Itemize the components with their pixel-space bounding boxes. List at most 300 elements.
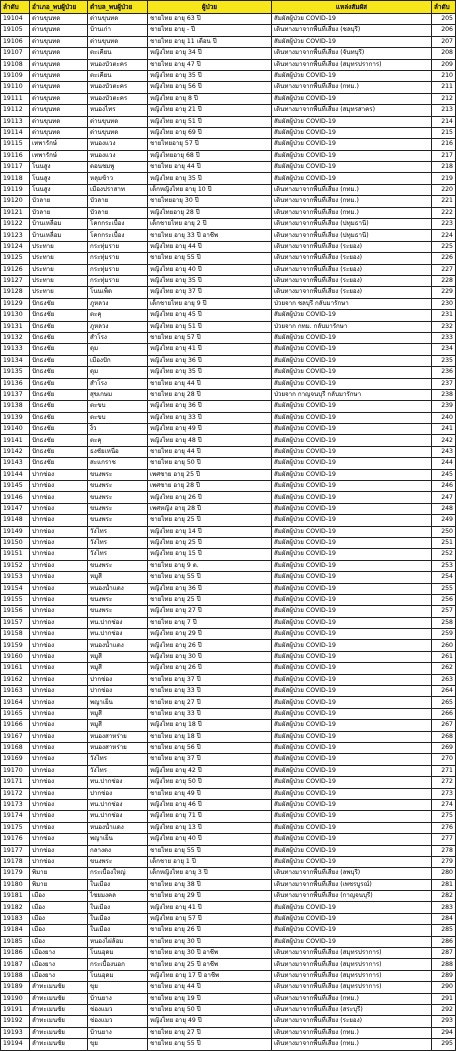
table-row [1, 70, 456, 81]
subdistrict-cell: ทน.ปากช่อง [88, 629, 148, 640]
exposure-source-cell: สัมผัสผู้ป่วย COVID-19 [272, 708, 432, 719]
subdistrict-cell: สะแกราช [88, 458, 148, 469]
sequence-cell: 218 [432, 162, 456, 173]
district-cell: ปักธงชัย [30, 424, 88, 435]
subdistrict-cell: ปากช่อง [88, 686, 148, 697]
exposure-source-cell: เดินทางมาจากพื้นที่เสี่ยง (ปทุมธานี) [272, 230, 432, 241]
sequence-cell: 233 [432, 332, 456, 343]
patient-cell: หญิงไทย อายุ 42 ปี [148, 765, 272, 776]
case-no-cell: 19188 [1, 970, 30, 981]
district-cell: ประทาย [30, 241, 88, 252]
exposure-source-cell: สัมผัสผู้ป่วย COVID-19 [272, 560, 432, 571]
sequence-cell: 255 [432, 583, 456, 594]
exposure-source-cell: สัมผัสผู้ป่วย COVID-19 [272, 788, 432, 799]
exposure-source-cell: เดินทางมาจากพื้นที่เสี่ยง (เพชรบูรณ์) [272, 879, 432, 890]
sequence-cell: 222 [432, 207, 456, 218]
sequence-cell: 261 [432, 651, 456, 662]
district-cell: ปักธงชัย [30, 355, 88, 366]
exposure-source-cell: เดินทางมาจากพื้นที่เสี่ยง (สมุทรปราการ) [272, 970, 432, 981]
exposure-source-cell: สัมผัสผู้ป่วย COVID-19 [272, 492, 432, 503]
patient-cell: หญิงไทย อายุ 21 ปี [148, 105, 272, 116]
exposure-source-cell: สัมผัสผู้ป่วย COVID-19 [272, 14, 432, 25]
case-no-cell: 19128 [1, 287, 30, 298]
subdistrict-cell: โนนอุดม [88, 970, 148, 981]
exposure-source-cell: สัมผัสผู้ป่วย COVID-19 [272, 93, 432, 104]
district-cell: ด่านขุนทด [30, 82, 88, 93]
exposure-source-cell: สัมผัสผู้ป่วย COVID-19 [272, 401, 432, 412]
exposure-source-cell: เดินทางมาจากพื้นที่เสี่ยง (สมุทรปราการ) [272, 959, 432, 970]
district-cell: ปากช่อง [30, 731, 88, 742]
table-row [1, 264, 456, 275]
case-no-cell: 19133 [1, 344, 30, 355]
subdistrict-cell: ในเมือง [88, 902, 148, 913]
header-exposure-source: แหล่งสัมผัส [272, 1, 432, 14]
case-no-cell: 19168 [1, 743, 30, 754]
exposure-source-cell: เดินทางมาจากพื้นที่เสี่ยง (กาญจนบุรี) [272, 891, 432, 902]
patient-cell: ชายไทย อายุ 38 ปี [148, 879, 272, 890]
sequence-cell: 273 [432, 788, 456, 799]
district-cell: ปากช่อง [30, 822, 88, 833]
table-row [1, 720, 456, 731]
patient-cell: ชายไทย อายุ 50 ปี [148, 1004, 272, 1015]
case-no-cell: 19131 [1, 321, 30, 332]
patient-cell: เพศชาย อายุ 28 ปี [148, 481, 272, 492]
case-no-cell: 19175 [1, 822, 30, 833]
patient-cell: หญิงไทยอายุ 68 ปี [148, 150, 272, 161]
sequence-cell: 242 [432, 435, 456, 446]
patient-cell: ชายไทย อายุ 9 ด. [148, 560, 272, 571]
district-cell: เมืองยาง [30, 959, 88, 970]
subdistrict-cell: หนองสาหร่าย [88, 743, 148, 754]
subdistrict-cell: ทน.ปากช่อง [88, 799, 148, 810]
case-no-cell: 19161 [1, 663, 30, 674]
sequence-cell: 246 [432, 481, 456, 492]
case-no-cell: 19112 [1, 105, 30, 116]
subdistrict-cell: ขุย [88, 982, 148, 993]
patient-cell: ชายไทย อายุ 30 ปี [148, 936, 272, 947]
exposure-source-cell: เดินทางมาจากพื้นที่เสี่ยง (ระยอง) [272, 1016, 432, 1027]
patient-cell: ชายไทย อายุ 37 ปี [148, 754, 272, 765]
exposure-source-cell: สัมผัสผู้ป่วย COVID-19 [272, 674, 432, 685]
case-no-cell: 19144 [1, 469, 30, 480]
exposure-source-cell: สัมผัสผู้ป่วย COVID-19 [272, 617, 432, 628]
subdistrict-cell: กระทุ่มราย [88, 241, 148, 252]
sequence-cell: 263 [432, 674, 456, 685]
table-row [1, 686, 456, 697]
subdistrict-cell: หนองบัวตะคร [88, 93, 148, 104]
sequence-cell: 270 [432, 754, 456, 765]
table-row [1, 93, 456, 104]
case-no-cell: 19185 [1, 936, 30, 947]
table-row [1, 435, 456, 446]
exposure-source-cell: สัมผัสผู้ป่วย COVID-19 [272, 743, 432, 754]
case-no-cell: 19169 [1, 754, 30, 765]
district-cell: ปักธงชัย [30, 332, 88, 343]
patient-cell: หญิงไทย อายุ 35 ปี [148, 173, 272, 184]
subdistrict-cell: ดุม [88, 367, 148, 378]
district-cell: ปากช่อง [30, 640, 88, 651]
table-row [1, 105, 456, 116]
patient-cell: หญิงไทย อายุ 48 ปี [148, 435, 272, 446]
table-row [1, 367, 456, 378]
patient-cell: หญิงไทยอายุ 28 ปี [148, 207, 272, 218]
exposure-source-cell: เดินทางมาจากพื้นที่เสี่ยง (ระยอง) [272, 264, 432, 275]
exposure-source-cell: สัมผัสผู้ป่วย COVID-19 [272, 594, 432, 605]
district-cell: ปากช่อง [30, 686, 88, 697]
case-no-cell: 19160 [1, 651, 30, 662]
table-row [1, 139, 456, 150]
exposure-source-cell: สัมผัสผู้ป่วย COVID-19 [272, 435, 432, 446]
sequence-cell: 205 [432, 14, 456, 25]
exposure-source-cell: เดินทางมาจากพื้นที่เสี่ยง (ระยอง) [272, 253, 432, 264]
district-cell: พิมาย [30, 879, 88, 890]
patient-cell: เด็กชายไทย อายุ 9 ปี [148, 298, 272, 309]
header-patient: ผู้ป่วย [148, 1, 272, 14]
sequence-cell: 210 [432, 70, 456, 81]
case-no-cell: 19174 [1, 811, 30, 822]
table-row [1, 503, 456, 514]
sequence-cell: 285 [432, 925, 456, 936]
table-row [1, 344, 456, 355]
patient-cell: ชายไทย อายุ 33 ปี อาชีพ [148, 230, 272, 241]
district-cell: เทพารักษ์ [30, 139, 88, 150]
case-no-cell: 19109 [1, 70, 30, 81]
exposure-source-cell: เดินทางมาจากพื้นที่เสี่ยง (กทม.) [272, 207, 432, 218]
case-no-cell: 19120 [1, 196, 30, 207]
sequence-cell: 265 [432, 697, 456, 708]
table-row [1, 891, 456, 902]
exposure-source-cell: สัมผัสผู้ป่วย COVID-19 [272, 70, 432, 81]
subdistrict-cell: ขนงพระ [88, 560, 148, 571]
district-cell: ปากช่อง [30, 743, 88, 754]
patient-cell: หญิงไทย อายุ 30 ปี [148, 651, 272, 662]
patient-cell: ชายไทย อายุ 44 ปี [148, 378, 272, 389]
subdistrict-cell: หนองแวง [88, 150, 148, 161]
subdistrict-cell: ขุย [88, 1039, 148, 1050]
sequence-cell: 253 [432, 560, 456, 571]
district-cell: บัวลาย [30, 196, 88, 207]
patient-cell: ชายไทย อายุ 55 ปี [148, 1039, 272, 1050]
district-cell: ปากช่อง [30, 720, 88, 731]
subdistrict-cell: หมูสี [88, 572, 148, 583]
district-cell: ปากช่อง [30, 594, 88, 605]
table-row [1, 708, 456, 719]
district-cell: เทพารักษ์ [30, 150, 88, 161]
sequence-cell: 207 [432, 36, 456, 47]
exposure-source-cell: เดินทางมาจากพื้นที่เสี่ยง (สมุทรปราการ) [272, 982, 432, 993]
table-row [1, 982, 456, 993]
exposure-source-cell: สัมผัสผู้ป่วย COVID-19 [272, 697, 432, 708]
exposure-source-cell: เดินทางมาจากพื้นที่เสี่ยง (ระยอง) [272, 241, 432, 252]
subdistrict-cell: ทน.ปากช่อง [88, 617, 148, 628]
subdistrict-cell: ในเมือง [88, 925, 148, 936]
table-row [1, 14, 456, 25]
case-no-cell: 19164 [1, 697, 30, 708]
case-no-cell: 19192 [1, 1016, 30, 1027]
subdistrict-cell: กลางดง [88, 845, 148, 856]
subdistrict-cell: หนองน้ำแดง [88, 583, 148, 594]
district-cell: ด่านขุนทด [30, 116, 88, 127]
table-row [1, 116, 456, 127]
district-cell: ปากช่อง [30, 549, 88, 560]
case-no-cell: 19124 [1, 241, 30, 252]
subdistrict-cell: โคกกระเบื้อง [88, 230, 148, 241]
district-cell: ปากช่อง [30, 537, 88, 548]
table-row [1, 253, 456, 264]
case-no-cell: 19106 [1, 36, 30, 47]
table-row [1, 868, 456, 879]
patient-cell: หญิงไทย อายุ 26 ปี [148, 640, 272, 651]
table-body [1, 14, 456, 1051]
header-subdistrict: ตำบล_พบผู้ป่วย [88, 1, 148, 14]
exposure-source-cell: สัมผัสผู้ป่วย COVID-19 [272, 127, 432, 138]
district-cell: ด่านขุนทด [30, 48, 88, 59]
district-cell: ประทาย [30, 264, 88, 275]
case-no-cell: 19129 [1, 298, 30, 309]
case-no-cell: 19157 [1, 617, 30, 628]
table-row [1, 150, 456, 161]
district-cell: โนนสูง [30, 173, 88, 184]
table-row [1, 526, 456, 537]
case-no-cell: 19122 [1, 219, 30, 230]
table-row [1, 834, 456, 845]
district-cell: ปากช่อง [30, 697, 88, 708]
case-no-cell: 19163 [1, 686, 30, 697]
subdistrict-cell: บัวลาย [88, 196, 148, 207]
exposure-source-cell: สัมผัสผู้ป่วย COVID-19 [272, 834, 432, 845]
exposure-source-cell: เดินทางมาจากพื้นที่เสี่ยง (กทม.) [272, 1039, 432, 1050]
table-row [1, 925, 456, 936]
subdistrict-cell: ด่านขุนทด [88, 36, 148, 47]
table-row [1, 799, 456, 810]
district-cell: ลำทะเมนชัย [30, 1004, 88, 1015]
district-cell: ลำทะเมนชัย [30, 1027, 88, 1038]
sequence-cell: 269 [432, 743, 456, 754]
sequence-cell: 286 [432, 936, 456, 947]
case-no-cell: 19156 [1, 606, 30, 617]
subdistrict-cell: หมูสี [88, 708, 148, 719]
sequence-cell: 225 [432, 241, 456, 252]
sequence-cell: 215 [432, 127, 456, 138]
case-no-cell: 19146 [1, 492, 30, 503]
patient-cell: ชายไทย อายุ 25 ปี อาชีพ [148, 959, 272, 970]
district-cell: ปักธงชัย [30, 435, 88, 446]
table-row [1, 788, 456, 799]
patient-cell: หญิงไทย อายุ 45 ปี [148, 310, 272, 321]
district-cell: ปักธงชัย [30, 412, 88, 423]
patient-cell: ชายไทย อายุ 33 ปี [148, 686, 272, 697]
table-row [1, 25, 456, 36]
district-cell: ลำทะเมนชัย [30, 993, 88, 1004]
sequence-cell: 209 [432, 59, 456, 70]
subdistrict-cell: หนองไผ่ล้อม [88, 936, 148, 947]
subdistrict-cell: ด่านขุนทด [88, 127, 148, 138]
district-cell: ปากช่อง [30, 777, 88, 788]
table-row [1, 743, 456, 754]
district-cell: ปักธงชัย [30, 344, 88, 355]
table-row [1, 993, 456, 1004]
subdistrict-cell: ในเมือง [88, 913, 148, 924]
subdistrict-cell: โคกกระเบื้อง [88, 219, 148, 230]
sequence-cell: 247 [432, 492, 456, 503]
district-cell: ปักธงชัย [30, 446, 88, 457]
exposure-source-cell: สัมผัสผู้ป่วย COVID-19 [272, 36, 432, 47]
exposure-source-cell: สัมผัสผู้ป่วย COVID-19 [272, 173, 432, 184]
patient-cell: หญิงไทย อายุ 71 ปี [148, 811, 272, 822]
table-row [1, 162, 456, 173]
table-row [1, 948, 456, 959]
district-cell: บ้านเหลื่อม [30, 230, 88, 241]
patient-cell: ชายไทย อายุ 19 ปี [148, 993, 272, 1004]
case-no-cell: 19167 [1, 731, 30, 742]
case-no-cell: 19116 [1, 150, 30, 161]
patient-cell: ชายไทย อายุ 27 ปี [148, 697, 272, 708]
patient-cell: หญิงไทย อายุ 36 ปี [148, 355, 272, 366]
case-no-cell: 19191 [1, 1004, 30, 1015]
sequence-cell: 212 [432, 93, 456, 104]
subdistrict-cell: วังไทร [88, 526, 148, 537]
table-row [1, 446, 456, 457]
exposure-source-cell: ป่วยจาก ชลบุรี กลับมารักษา [272, 298, 432, 309]
case-no-cell: 19158 [1, 629, 30, 640]
district-cell: ลำทะเมนชัย [30, 982, 88, 993]
patient-cell: หญิงไทย อายุ 27 ปี [148, 606, 272, 617]
sequence-cell: 219 [432, 173, 456, 184]
district-cell: เมือง [30, 936, 88, 947]
case-no-cell: 19153 [1, 572, 30, 583]
sequence-cell: 282 [432, 891, 456, 902]
sequence-cell: 227 [432, 264, 456, 275]
district-cell: ด่านขุนทด [30, 127, 88, 138]
patient-cell: เด็กหญิงไทย อายุ 10 ปี [148, 184, 272, 195]
case-no-cell: 19187 [1, 959, 30, 970]
case-no-cell: 19123 [1, 230, 30, 241]
sequence-cell: 213 [432, 105, 456, 116]
district-cell: ปากช่อง [30, 708, 88, 719]
case-no-cell: 19142 [1, 446, 30, 457]
sequence-cell: 241 [432, 424, 456, 435]
patient-cell: ชายไทย อายุ 25 ปี [148, 594, 272, 605]
table-row [1, 36, 456, 47]
district-cell: ปากช่อง [30, 663, 88, 674]
subdistrict-cell: ปากช่อง [88, 674, 148, 685]
patient-cell: ชายไทย อายุ 44 ปี [148, 162, 272, 173]
sequence-cell: 232 [432, 321, 456, 332]
district-cell: ปากช่อง [30, 799, 88, 810]
exposure-source-cell: เดินทางมาจากพื้นที่เสี่ยง (ชลบุรี) [272, 25, 432, 36]
subdistrict-cell: หลุมข้าว [88, 173, 148, 184]
patient-cell: หญิงไทย อายุ 50 ปี [148, 777, 272, 788]
subdistrict-cell: หมูสี [88, 663, 148, 674]
patient-cell: ชายไทย อายุ - ปี [148, 25, 272, 36]
patient-cell: หญิงไทย อายุ 18 ปี [148, 720, 272, 731]
case-no-cell: 19137 [1, 389, 30, 400]
patient-cell: ชายไทย อายุ 50 ปี [148, 458, 272, 469]
district-cell: ปากช่อง [30, 492, 88, 503]
district-cell: เมืองยาง [30, 948, 88, 959]
subdistrict-cell: หมูสี [88, 651, 148, 662]
exposure-source-cell: สัมผัสผู้ป่วย COVID-19 [272, 765, 432, 776]
patient-cell: หญิงไทย อายุ 25 ปี [148, 537, 272, 548]
district-cell: ประทาย [30, 275, 88, 286]
exposure-source-cell: เดินทางมาจากพื้นที่เสี่ยง (สมุทรปราการ) [272, 59, 432, 70]
sequence-cell: 266 [432, 708, 456, 719]
district-cell: เมือง [30, 925, 88, 936]
table-row [1, 82, 456, 93]
exposure-source-cell: สัมผัสผู้ป่วย COVID-19 [272, 150, 432, 161]
exposure-source-cell: ป่วยจาก กทม. กลับมารักษา [272, 321, 432, 332]
exposure-source-cell: สัมผัสผู้ป่วย COVID-19 [272, 355, 432, 366]
patient-cell: หญิงไทย อายุ 40 ปี [148, 834, 272, 845]
table-row [1, 845, 456, 856]
table-row [1, 959, 456, 970]
exposure-source-cell: สัมผัสผู้ป่วย COVID-19 [272, 606, 432, 617]
exposure-source-cell: สัมผัสผู้ป่วย COVID-19 [272, 378, 432, 389]
sequence-cell: 220 [432, 184, 456, 195]
patient-cell: ชายไทย อายุ 18 ปี [148, 731, 272, 742]
patient-cell: หญิงไทย อายุ 37 ปี [148, 287, 272, 298]
district-cell: ด่านขุนทด [30, 70, 88, 81]
subdistrict-cell: สำโรง [88, 378, 148, 389]
sequence-cell: 291 [432, 993, 456, 1004]
exposure-source-cell: เดินทางมาจากพื้นที่เสี่ยง (กทม.) [272, 1027, 432, 1038]
patient-cell: ชายไทย อายุ 49 ปี [148, 788, 272, 799]
table-row [1, 481, 456, 492]
sequence-cell: 221 [432, 196, 456, 207]
exposure-source-cell: สัมผัสผู้ป่วย COVID-19 [272, 469, 432, 480]
patient-cell: เพศหญิง อายุ 28 ปี [148, 503, 272, 514]
district-cell: บ้านเหลื่อม [30, 219, 88, 230]
sequence-cell: 295 [432, 1039, 456, 1050]
sequence-cell: 236 [432, 367, 456, 378]
case-no-cell: 19125 [1, 253, 30, 264]
sequence-cell: 283 [432, 902, 456, 913]
sequence-cell: 278 [432, 845, 456, 856]
table-row [1, 902, 456, 913]
case-no-cell: 19132 [1, 332, 30, 343]
case-no-cell: 19138 [1, 401, 30, 412]
table-row [1, 765, 456, 776]
exposure-source-cell: สัมผัสผู้ป่วย COVID-19 [272, 902, 432, 913]
sequence-cell: 271 [432, 765, 456, 776]
sequence-cell: 235 [432, 355, 456, 366]
patient-cell: ชายไทย อายุ 56 ปี [148, 743, 272, 754]
exposure-source-cell: สัมผัสผู้ป่วย COVID-19 [272, 777, 432, 788]
table-row [1, 184, 456, 195]
subdistrict-cell: ขนงพระ [88, 606, 148, 617]
exposure-source-cell: สัมผัสผู้ป่วย COVID-19 [272, 481, 432, 492]
sequence-cell: 243 [432, 446, 456, 457]
case-no-cell: 19190 [1, 993, 30, 1004]
sequence-cell: 244 [432, 458, 456, 469]
patient-cell: หญิงไทย อายุ 69 ปี [148, 127, 272, 138]
case-no-cell: 19171 [1, 777, 30, 788]
sequence-cell: 272 [432, 777, 456, 788]
exposure-source-cell: สัมผัสผู้ป่วย COVID-19 [272, 503, 432, 514]
sequence-cell: 252 [432, 549, 456, 560]
district-cell: ด่านขุนทด [30, 93, 88, 104]
case-no-cell: 19145 [1, 481, 30, 492]
case-no-cell: 19165 [1, 708, 30, 719]
patient-cell: หญิงไทย อายุ 29 ปี [148, 629, 272, 640]
case-no-cell: 19178 [1, 856, 30, 867]
exposure-source-cell: สัมผัสผู้ป่วย COVID-19 [272, 515, 432, 526]
table-row [1, 697, 456, 708]
patient-cell: ชายไทย อายุ 27 ปี [148, 1027, 272, 1038]
exposure-source-cell: สัมผัสผู้ป่วย COVID-19 [272, 720, 432, 731]
case-no-cell: 19149 [1, 526, 30, 537]
case-no-cell: 19183 [1, 913, 30, 924]
